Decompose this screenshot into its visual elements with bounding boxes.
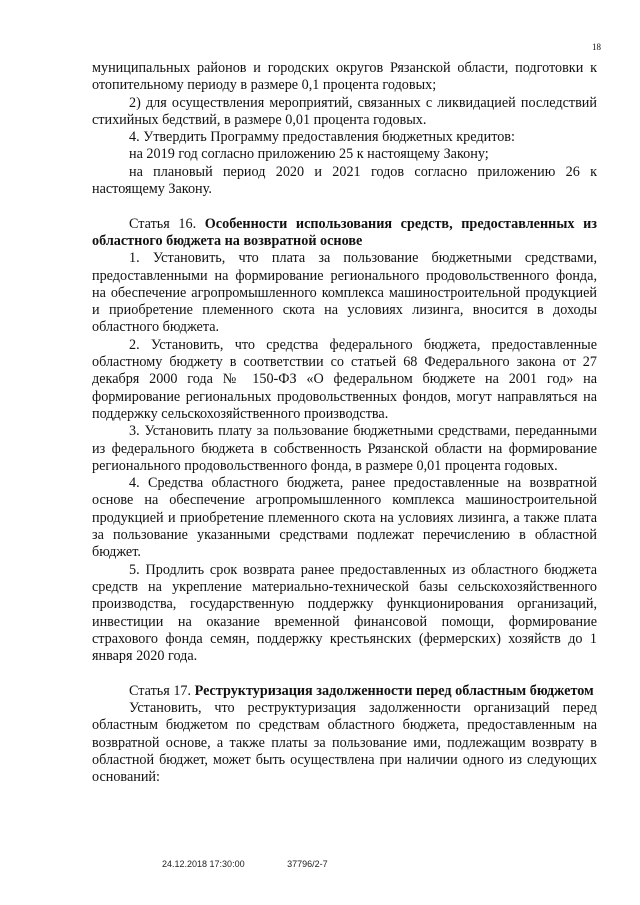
paragraph: на 2019 год согласно приложению 25 к настоящему Закону; bbox=[129, 146, 489, 163]
footer-doc-number: 37796/2-7 bbox=[287, 859, 328, 869]
article-17-heading bbox=[92, 683, 597, 700]
document-footer bbox=[162, 859, 328, 869]
paragraph: на плановый период 2020 и 2021 годов согласно приложению 26 к настоящему Закону. bbox=[92, 163, 597, 198]
article-16-label: Статья 16. bbox=[129, 215, 197, 232]
article-17-title: Реструктуризация задолженности перед областным бюджетом bbox=[194, 682, 594, 699]
article-16-heading bbox=[92, 216, 597, 251]
article-16-item: 1. Установить, что плата за пользование бюджетными средствами, предоставленными на формирование регионального продовольственного фонда, на обеспечение агропромышленного комплекса машиностроительной продукцией и приобретение племенного скота на условиях лизинга, вносится в доходы областного бюджета. bbox=[92, 250, 597, 336]
article-16-item: 3. Установить плату за пользование бюджетными средствами, переданными из федерального бюджета в собственность Рязанской области на формирование регионального продовольственного фонда, в размере 0,01 процента годовых. bbox=[92, 423, 597, 474]
article-16-title: Особенности использования средств, предоставленных из областного бюджета на возвратной основе bbox=[92, 215, 597, 249]
article-16-item: 2. Установить, что средства федерального бюджета, предоставленные областному бюджету в соответствии со статьей 68 Федерального закона от 27 декабря 2000 года № 150-ФЗ «О федеральном бюджете на 2001 год» на формирование региональных продовольственных фондов, могут направляться на поддержку сельскохозяйственного производства. bbox=[92, 336, 597, 422]
footer-datetime: 24.12.2018 17:30:00 bbox=[162, 859, 245, 869]
document-body bbox=[92, 60, 597, 786]
article-16-item: 5. Продлить срок возврата ранее предоставленных из областного бюджета средств на укрепление материально-технической базы сельскохозяйственного производства, государственную поддержку функционирования организаций, инвестиции на оказание временной финансовой помощи, формирование страхового фонда семян, поддержку крестьянских (фермерских) хозяйств до 1 января 2020 года. bbox=[92, 561, 597, 665]
paragraph: муниципальных районов и городских округов Рязанской области, подготовки к отопительному периоду в размере 0,1 процента годовых; bbox=[92, 60, 597, 94]
page-number: 18 bbox=[592, 42, 601, 52]
paragraph: 4. Утвердить Программу предоставления бюджетных кредитов: bbox=[129, 129, 515, 146]
article-17-body: Установить, что реструктуризация задолженности организаций перед областным бюджетом по средствам областного бюджета, предоставленным на возвратной основе, а также платы за пользование ими, подлежащим возврату в областной бюджет, может быть осуществлена при наличии одного из следующих оснований: bbox=[92, 699, 597, 786]
paragraph: 2) для осуществления мероприятий, связанных с ликвидацией последствий стихийных бедствий, в размере 0,01 процента годовых. bbox=[92, 94, 597, 128]
article-17-label: Статья 17. bbox=[129, 682, 192, 699]
article-16-item: 4. Средства областного бюджета, ранее предоставленные на возвратной основе на обеспечение агропромышленного комплекса машиностроительной продукцией и приобретение племенного скота на условиях лизинга, а также плата за пользование указанными средствами подлежат перечислению в областной бюджет. bbox=[92, 475, 597, 561]
